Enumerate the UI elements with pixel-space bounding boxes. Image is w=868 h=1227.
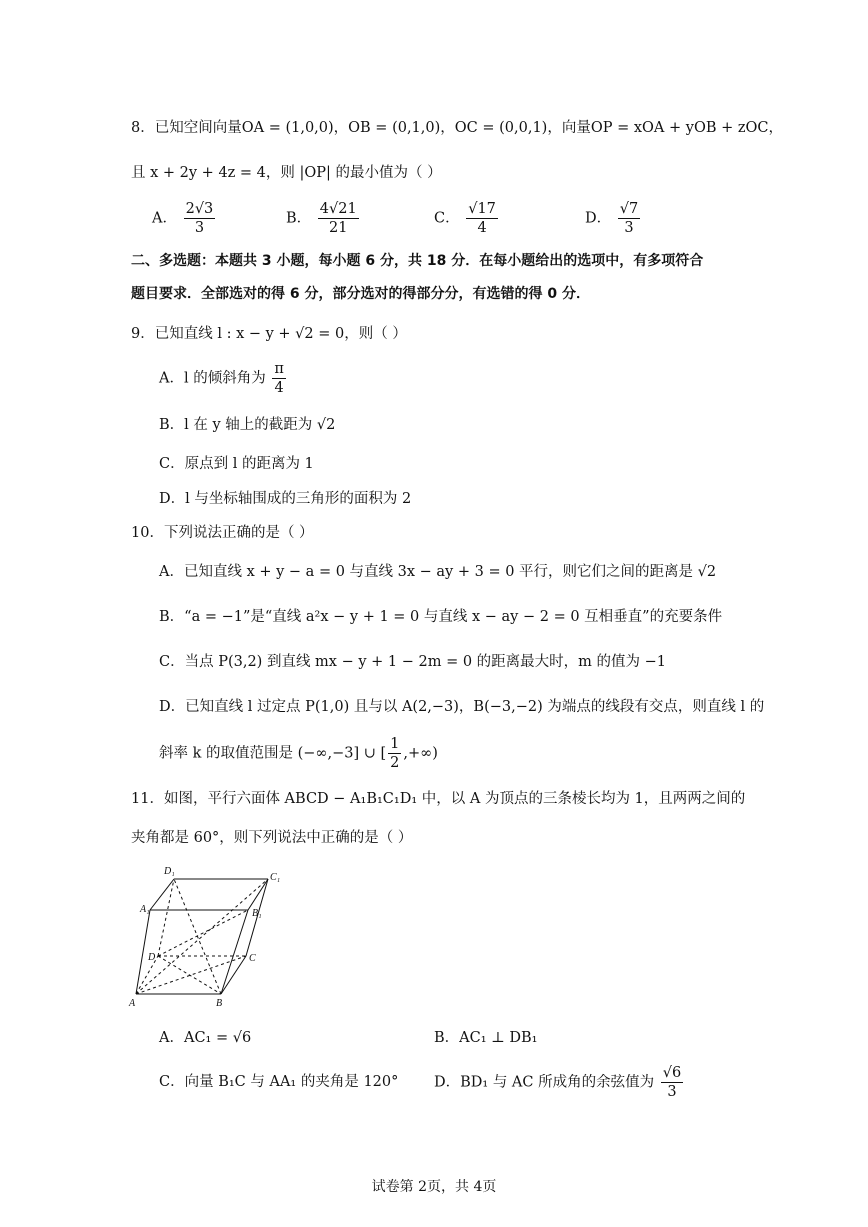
q8-option-b-num: 4√21 [319, 201, 357, 217]
q10-option-d-range-post: ,+∞) [403, 745, 438, 762]
q8-option-a-num: 2√3 [185, 201, 214, 217]
q11-option-d-fraction [661, 1064, 683, 1101]
label-b1: B₁ [252, 908, 262, 919]
q8-stem-line1: 8．已知空间向量OA = (1,0,0)，OB = (0,1,0)，OC = (0,0,1)，向量OP = xOA + yOB + zOC， [131, 120, 783, 136]
q10-option-a: A．已知直线 x + y − a = 0 与直线 3x − ay + 3 = 0 平行，则它们之间的距离是 √2 [159, 564, 717, 580]
q8-option-b-den: 21 [329, 220, 348, 236]
q8-option-c-label: C． [434, 210, 460, 227]
label-a: A [129, 998, 136, 1009]
edge-bb1 [221, 910, 248, 994]
q9-option-a-den: 4 [274, 380, 284, 396]
q10-option-d-line1: D．已知直线 l 过定点 P(1,0) 且与以 A(2,−3)，B(−3,−2) 为端点的线段有交点，则直线 l 的 [159, 699, 765, 715]
q10-option-d-num: 1 [390, 736, 400, 752]
label-b: B [216, 998, 223, 1009]
q8-option-b-fraction [318, 200, 359, 237]
q8-stem-line2: 且 x + 2y + 4z = 4，则 |OP| 的最小值为（ ） [131, 165, 442, 181]
q9-option-a-text: A．l 的倾斜角为 [159, 370, 266, 387]
q8-option-c [434, 200, 500, 237]
q8-option-c-num: √17 [468, 201, 496, 217]
q8-option-a-label: A． [152, 210, 177, 227]
q8-option-b [286, 200, 361, 237]
q9-option-d: D．l 与坐标轴围成的三角形的面积为 2 [159, 491, 412, 507]
q9-option-a [159, 360, 288, 397]
q9-option-b: B．l 在 y 轴上的截距为 √2 [159, 417, 336, 433]
q11-option-c: C．向量 B₁C 与 AA₁ 的夹角是 120° [159, 1074, 399, 1090]
page-footer: 试卷第 2页，共 4页 [371, 1179, 497, 1195]
q8-option-c-den: 4 [477, 220, 487, 236]
q10-option-d-fraction [388, 735, 401, 772]
q8-option-d-fraction [618, 200, 640, 237]
q8-option-a [152, 200, 217, 237]
parallelepiped-figure [128, 862, 308, 1012]
q10-option-c: C．当点 P(3,2) 到直线 mx − y + 1 − 2m = 0 的距离最大时，m 的值为 −1 [159, 654, 667, 670]
q11-option-d-num: √6 [662, 1065, 682, 1081]
q10-option-d-range-pre: 斜率 k 的取值范围是 (−∞,−3] ∪ [ [159, 745, 387, 762]
section2-header-line1: 二、多选题：本题共 3 小题，每小题 6 分，共 18 分．在每小题给出的选项中，有多项符合 [131, 253, 704, 269]
q9-stem: 9．已知直线 l : x − y + √2 = 0，则（ ） [131, 326, 407, 342]
edge-bc [221, 956, 246, 994]
label-c1: C₁ [270, 872, 281, 883]
edge-b1c1 [248, 879, 268, 910]
label-d: D [148, 952, 156, 963]
label-d1: D₁ [164, 866, 175, 877]
q8-option-d-num: √7 [619, 201, 639, 217]
q9-option-a-fraction [272, 360, 286, 397]
q11-option-d-den: 3 [667, 1084, 677, 1100]
q11-option-a: A．AC₁ = √6 [159, 1030, 252, 1046]
edge-dd1 [158, 879, 174, 956]
q9-option-c: C．原点到 l 的距离为 1 [159, 456, 314, 472]
q8-option-d [585, 200, 642, 237]
q8-option-d-label: D． [585, 210, 612, 227]
q10-option-d-den: 2 [390, 755, 400, 771]
q8-option-c-fraction [466, 200, 498, 237]
diag-ac1 [136, 879, 268, 994]
section2-header-line2: 题目要求．全部选对的得 6 分，部分选对的得部分分，有选错的得 0 分． [131, 286, 590, 302]
q8-option-a-fraction [184, 200, 216, 237]
q8-option-b-label: B． [286, 210, 312, 227]
q11-stem-line2: 夹角都是 60°，则下列说法中正确的是（ ） [131, 830, 413, 846]
q11-stem-line1: 11．如图，平行六面体 ABCD − A₁B₁C₁D₁ 中，以 A 为顶点的三条棱长均为 1，且两两之间的 [131, 791, 746, 807]
q10-option-d-line2 [159, 735, 438, 772]
q9-option-a-num: π [274, 361, 284, 377]
diag-bd1 [174, 879, 221, 994]
q11-option-d [434, 1064, 685, 1101]
label-c: C [249, 953, 256, 964]
q11-option-d-text: D．BD₁ 与 AC 所成角的余弦值为 [434, 1074, 655, 1091]
q10-stem: 10．下列说法正确的是（ ） [131, 525, 314, 541]
q8-option-a-den: 3 [194, 220, 205, 236]
q11-option-b: B．AC₁ ⊥ DB₁ [434, 1030, 538, 1046]
q10-option-b: B．“a = −1”是“直线 a²x − y + 1 = 0 与直线 x − ay − 2 = 0 互相垂直”的充要条件 [159, 609, 723, 625]
diag-db [158, 956, 221, 994]
q8-option-d-den: 3 [624, 220, 634, 236]
label-a1: A₁ [140, 904, 150, 915]
